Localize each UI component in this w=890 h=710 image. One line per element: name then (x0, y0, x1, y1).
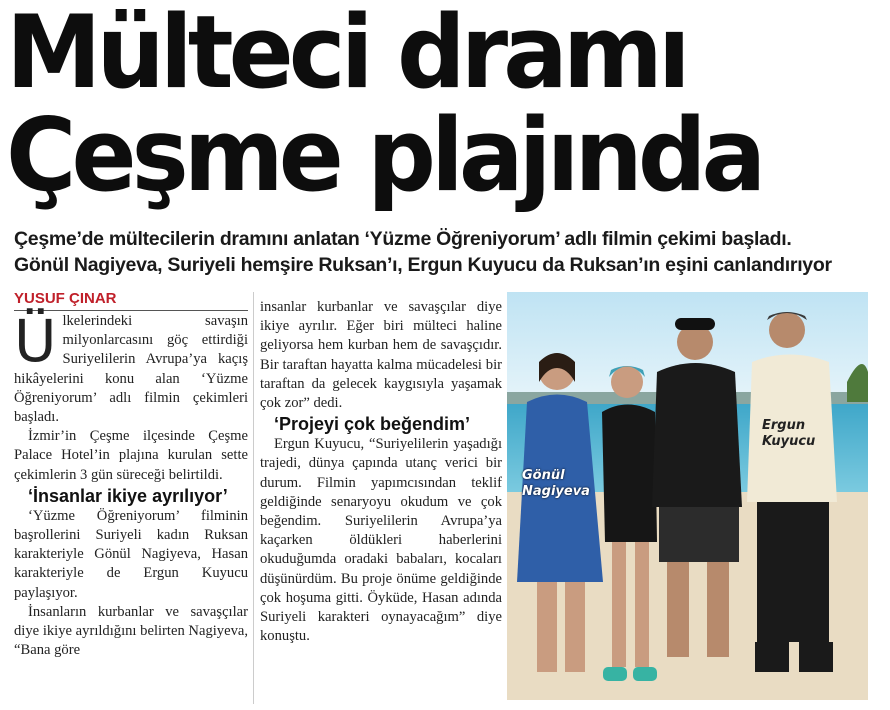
caption-left-line-2: Nagiyeva (522, 484, 590, 499)
paragraph-5: insanlar kurbanlar ve savaşçılar diye ikiye ayrılır. Eğer biri mülteci haline geliyorsa hem kurban hem de savaşçıdır. Bir taraftan hayatta kalma mücadelesi bir taraftan da gelecek kaygısıyla yaşamak çok zor” dedi. (260, 299, 502, 412)
subhead-1: ‘İnsanlar ikiye ayrılıyor’ (28, 485, 228, 506)
headline-line-1: Mülteci dramı (6, 0, 686, 112)
column-divider (253, 292, 254, 704)
article-column-2 (260, 298, 502, 646)
caption-right-line-2: Kuyucu (762, 434, 816, 449)
paragraph-2: İzmir’in Çeşme ilçesinde Çeşme Palace Hotel’in plajına kurulan sette çekimlerin 3 gün süreceği belirtildi. (14, 428, 248, 483)
deck-line-1: Çeşme’de mültecilerin dramını anlatan ‘Yüzme Öğreniyorum’ adlı filmin çekimi başladı. (14, 228, 792, 250)
caption-right-line-1: Ergun (762, 418, 806, 433)
paragraph-4: İnsanların kurbanlar ve savaşçılar diye ikiye ayrıldığını belirten Nagiyeva, “Bana göre (14, 603, 248, 659)
paragraph-1-text: lkelerindeki savaşın milyonlarcasını göç ettirdiği Suriyelilerin Avrupa’ya kaçış hikâyelerini konu alan ‘Yüzme Öğreniyorum’ adlı filmin çekimleri başladı. (14, 313, 248, 426)
paragraph-3: ‘Yüzme Öğreniyorum’ filminin başrollerini Suriyeli kadın Ruksan karakteriyle Gönül Nagiyeva, Hasan karakteriyle de Ergun Kuyucu paylaşıyor. (14, 507, 248, 601)
byline: YUSUF ÇINAR (14, 290, 248, 311)
dropcap: Ü (14, 307, 57, 375)
subhead-2: ‘Projeyi çok beğendim’ (274, 414, 471, 435)
deck (14, 226, 884, 278)
article-column-1 (14, 307, 248, 660)
photo-caption-right (762, 418, 815, 450)
paragraph-6: Ergun Kuyucu, “Suriyelilerin yaşadığı trajedi, dünya çapında utanç verici bir durum. Filmin yapımcısından teklif geldiğinde senaryoyu okudum ve çok beğendim. Suriyelilerin Avrupa’ya kaçarken öldükleri haberlerini okuduğumda oradaki babaları, kocaları düşünürdüm. Bu proje önüme geldiğinde çok hoşuma gitti. Öyküde, Hasan adında Suriyeli karakteri oynayacağım” diye konuştu. (260, 436, 502, 645)
headline-line-2: Çeşme plajında (6, 96, 762, 215)
paragraph-1 (14, 307, 248, 427)
beach-photo (507, 292, 868, 700)
deck-line-2: Gönül Nagiyeva, Suriyeli hemşire Ruksan’ı, Ergun Kuyucu da Ruksan’ın eşini canlandırıyor (14, 254, 832, 276)
caption-left-line-1: Gönül (522, 468, 565, 483)
photo-caption-left (522, 468, 590, 500)
